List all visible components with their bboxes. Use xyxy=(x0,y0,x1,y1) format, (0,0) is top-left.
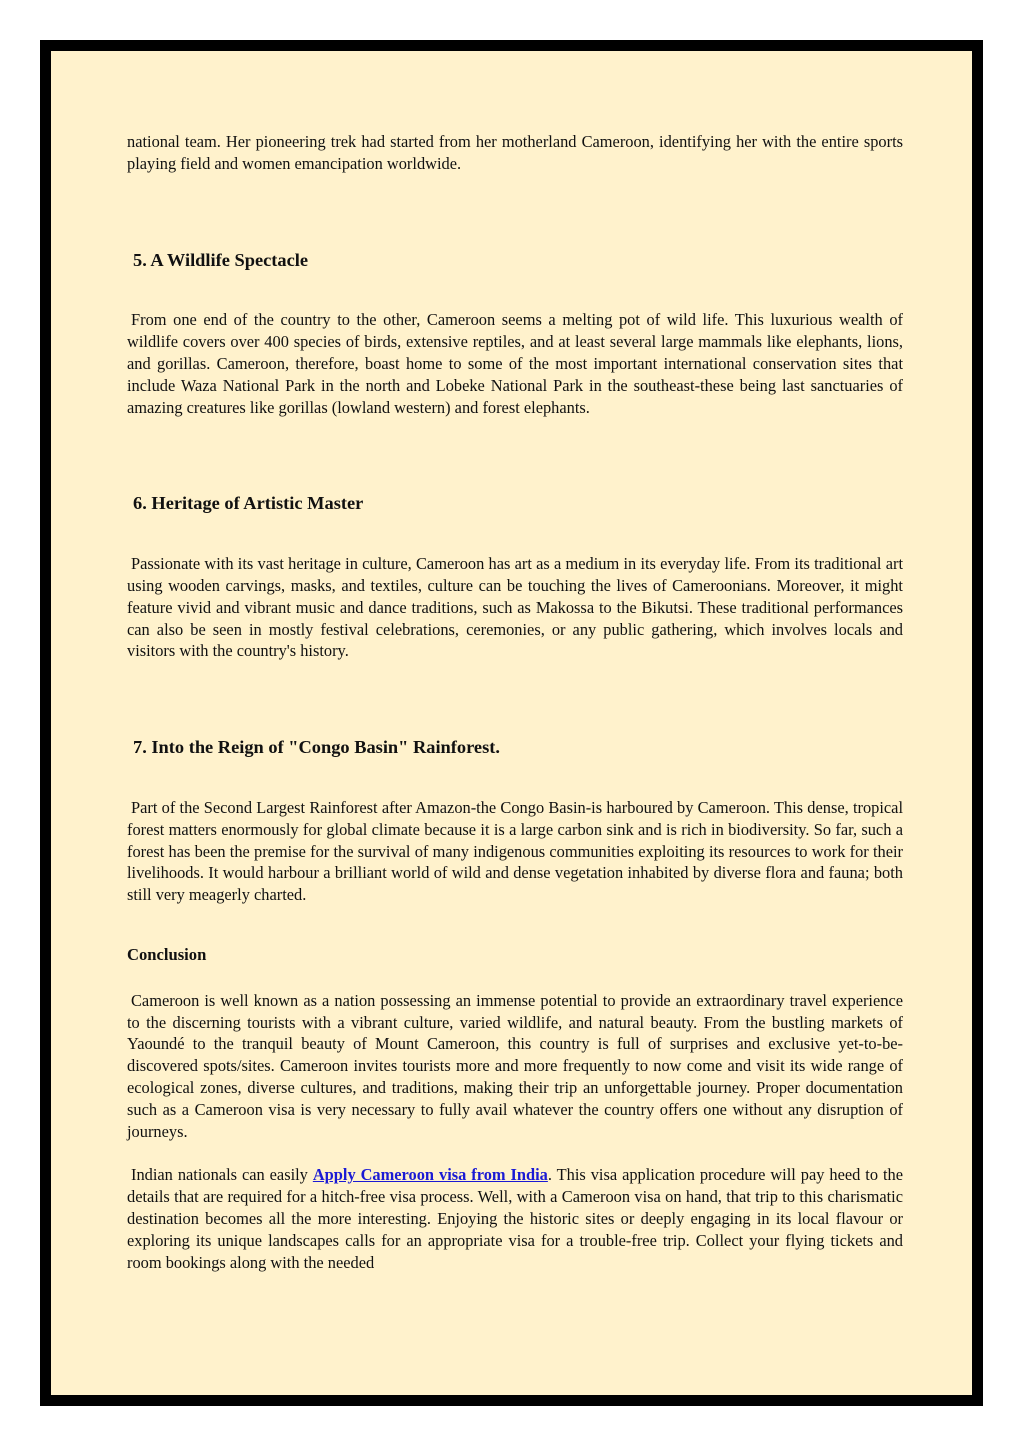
intro-paragraph: national team. Her pioneering trek had started from her motherland Cameroon, identifying her with the entire sports playing field and women emancipation worldwide. xyxy=(127,132,903,173)
document-body xyxy=(127,131,903,1273)
section-6-body: Passionate with its vast heritage in culture, Cameroon has art as a medium in its everyday life. From its traditional art using wooden carvings, masks, and textiles, culture can be touching the lives of Cameroonians. Moreover, it might feature vivid and vibrant music and dance traditions, such as Makossa to the Bikutsi. These traditional performances can also be seen in mostly festival celebrations, ceremonies, or any public gathering, which involves locals and visitors with the country's history. xyxy=(127,554,903,661)
section-6-heading: 6. Heritage of Artistic Master xyxy=(133,493,364,514)
section-5-body: From one end of the country to the other, Cameroon seems a melting pot of wild life. This luxurious wealth of wildlife covers over 400 species of birds, extensive reptiles, and at least several large mammals like elephants, lions, and gorillas. Cameroon, therefore, boast home to some of the most important international conservation sites that include Waza National Park in the north and Lobeke National Park in the southeast-these being last sanctuaries of amazing creatures like gorillas (lowland western) and forest elephants. xyxy=(127,310,903,417)
apply-cameroon-visa-link[interactable]: Apply Cameroon visa from India xyxy=(312,1165,548,1185)
final-paragraph xyxy=(127,1164,903,1273)
conclusion-body: Cameroon is well known as a nation possessing an immense potential to provide an extraordinary travel experience to the discerning tourists with a vibrant culture, varied wildlife, and natural beauty. From the bustling markets of Yaoundé to the tranquil beauty of Mount Cameroon, this country is full of surprises and exclusive yet-to-be-discovered spots/sites. Cameroon invites tourists more and more frequently to now come and visit its wide range of ecological zones, diverse cultures, and traditions, making their trip an unforgettable journey. Proper documentation such as a Cameroon visa is very necessary to fully avail whatever the country offers one without any disruption of journeys. xyxy=(127,990,903,1141)
section-5-heading: 5. A Wildlife Spectacle xyxy=(133,249,309,270)
section-7-heading: 7. Into the Reign of "Congo Basin" Rainforest. xyxy=(133,737,500,758)
final-text-before-link: Indian nationals can easily xyxy=(131,1165,313,1185)
section-7-body: Part of the Second Largest Rainforest after Amazon-the Congo Basin-is harboured by Cameroon. This dense, tropical forest matters enormously for global climate because it is a large carbon sink and is rich in biodiversity. So far, such a forest has been the premise for the survival of many indigenous communities exploiting its resources to work for their livelihoods. It would harbour a brilliant world of wild and dense vegetation inhabited by diverse flora and fauna; both still very meagerly charted. xyxy=(127,797,903,905)
conclusion-heading: Conclusion xyxy=(127,944,207,964)
page-sheet xyxy=(49,49,974,1397)
final-text-after-link: . This visa application procedure will pay heed to the details that are required for a hitch-free visa process. Well, with a Cameroon visa on hand, that trip to this charismatic destination becomes all the more interesting. Enjoying the historic sites or deeply engaging in its local flavour or exploring its unique landscapes calls for an appropriate visa for a trouble-free trip. Collect your flying tickets and room bookings along with the needed xyxy=(127,1165,903,1272)
page-frame xyxy=(40,40,983,1406)
